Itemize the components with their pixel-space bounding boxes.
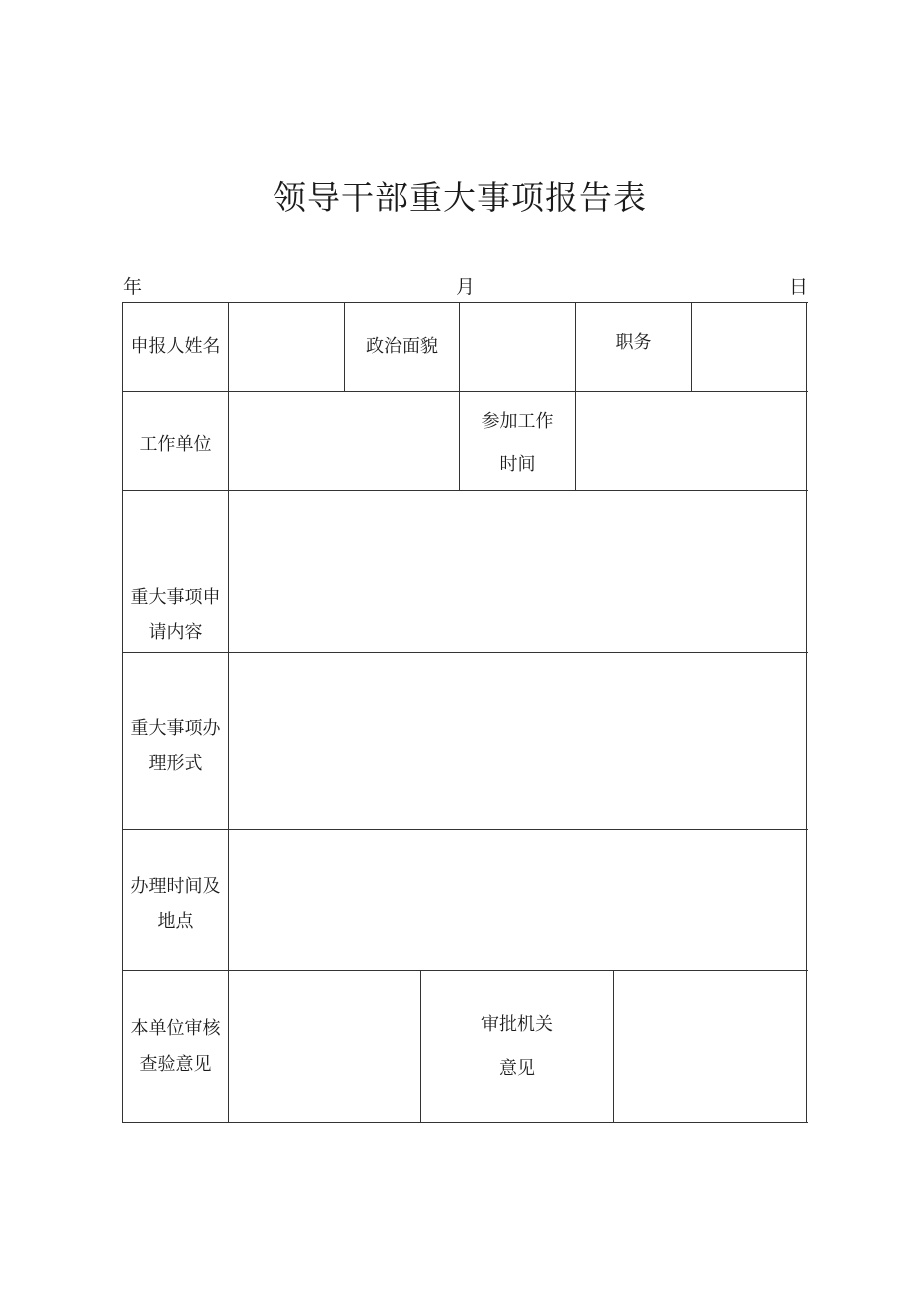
matter-content-label-line1: 重大事项申: [130, 586, 221, 608]
approval-label-line2: 意见: [499, 1057, 535, 1079]
handling-form-label: [123, 653, 228, 839]
applicant-name-field[interactable]: [229, 303, 344, 391]
time-place-label-line1: 办理时间及: [130, 875, 221, 897]
unit-review-field[interactable]: [229, 971, 420, 1122]
work-unit-label: 工作单位: [139, 433, 212, 455]
handling-form-label-line2: 理形式: [148, 753, 203, 774]
work-unit-field[interactable]: [229, 392, 459, 490]
approval-field[interactable]: [614, 971, 806, 1122]
time-place-label: [123, 830, 228, 978]
date-day-label: 日: [789, 276, 809, 298]
matter-content-field[interactable]: [229, 491, 806, 652]
work-start-field[interactable]: [576, 392, 806, 490]
position-field[interactable]: [692, 303, 806, 391]
work-start-label-line2: 时间: [499, 454, 536, 475]
handling-form-field[interactable]: [229, 653, 806, 829]
unit-review-label-line1: 本单位审核: [130, 1018, 221, 1040]
handling-form-label-line1: 重大事项办: [130, 717, 221, 739]
approval-label-line1: 审批机关: [481, 1014, 553, 1036]
applicant-name-label: 申报人姓名: [130, 335, 221, 357]
matter-content-label-line2: 请内容: [148, 621, 203, 643]
date-year-label: 年: [123, 276, 143, 298]
political-status-label: 政治面貌: [366, 335, 438, 357]
matter-content-label: [123, 491, 228, 652]
work-start-label-line1: 参加工作: [481, 410, 554, 432]
table-border-bottom: [122, 1122, 808, 1123]
time-place-field[interactable]: [229, 830, 806, 970]
position-label: 职务: [615, 331, 652, 353]
unit-review-label: [123, 971, 228, 1122]
page-title: 领导干部重大事项报告表: [273, 178, 647, 217]
work-start-label: [460, 396, 575, 490]
unit-review-label-line2: 查验意见: [139, 1053, 212, 1075]
time-place-label-line2: 地点: [157, 911, 194, 932]
political-status-field[interactable]: [460, 303, 575, 391]
date-month-label: 月: [456, 276, 476, 298]
table-border-right: [806, 302, 807, 1123]
approval-label: [421, 971, 613, 1122]
